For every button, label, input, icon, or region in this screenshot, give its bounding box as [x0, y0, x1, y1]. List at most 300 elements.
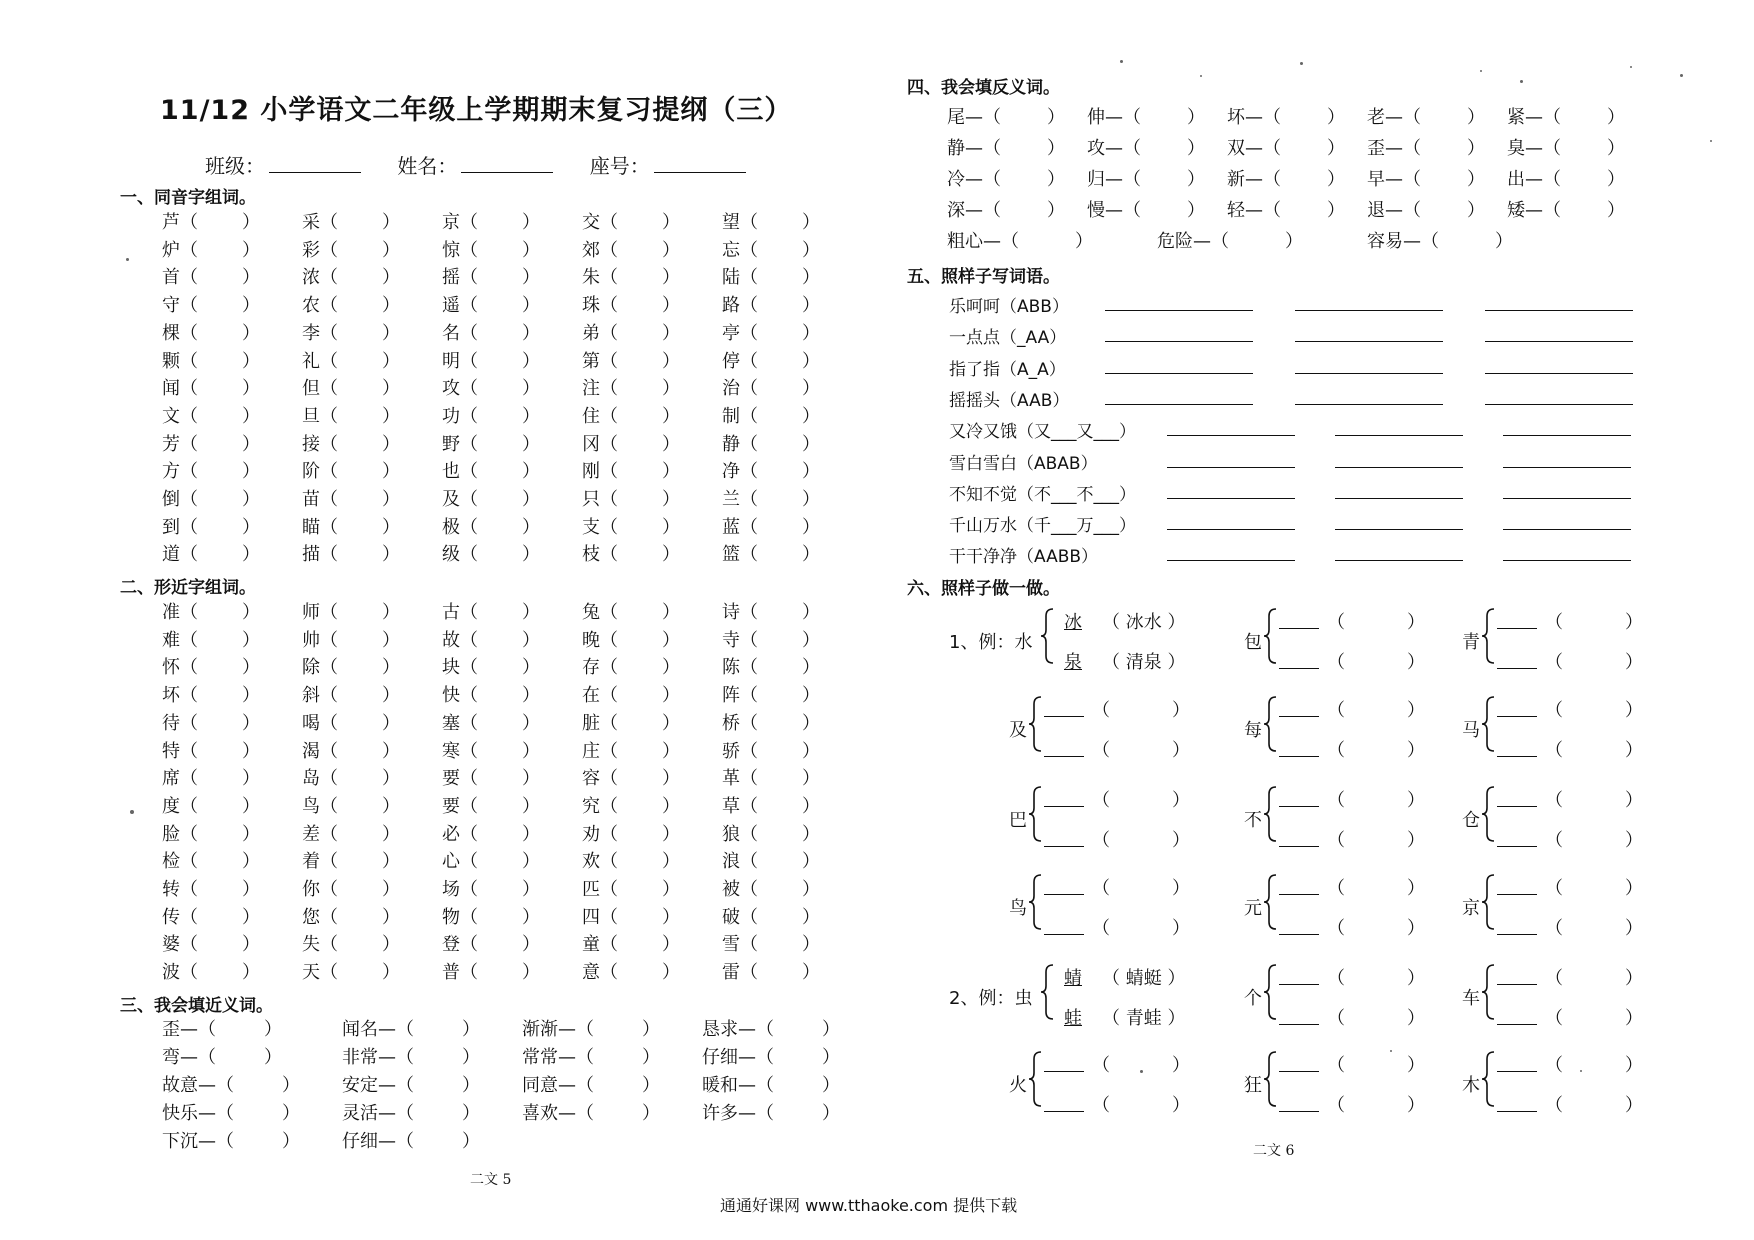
homophone-cell-answer-slot[interactable]: （ ）	[600, 516, 680, 538]
similar-char-cell-char: 块	[442, 657, 460, 679]
homophone-cell-answer-slot[interactable]: （ ）	[180, 322, 260, 344]
homophone-cell-answer-slot[interactable]: （ ）	[740, 433, 820, 455]
homophone-cell-answer-slot[interactable]: （ ）	[320, 239, 400, 261]
similar-char-cell	[162, 709, 260, 735]
word-answer-slot[interactable]: （ ）	[1545, 1095, 1643, 1116]
similar-char-cell-answer-slot[interactable]: （ ）	[460, 879, 540, 900]
homophone-cell-char: 到	[162, 516, 180, 538]
homophone-cell	[162, 540, 260, 566]
synonym-cell-answer-slot[interactable]: （ ）	[396, 1019, 480, 1040]
similar-char-cell-answer-slot[interactable]: （ ）	[740, 906, 820, 928]
homophone-cell-answer-slot[interactable]: （ ）	[740, 212, 820, 233]
synonym-cell-answer-slot[interactable]: （ ）	[576, 1047, 660, 1068]
similar-char-cell-answer-slot[interactable]: （ ）	[460, 768, 540, 790]
similar-char-cell	[302, 958, 400, 984]
synonym-cell-answer-slot[interactable]: （ ）	[216, 1131, 300, 1152]
similar-char-cell-char: 要	[442, 768, 460, 790]
similar-char-cell-answer-slot[interactable]: （ ）	[600, 768, 680, 790]
homophone-cell-answer-slot[interactable]: （ ）	[740, 461, 820, 483]
similar-char-cell-answer-slot[interactable]: （ ）	[600, 906, 680, 928]
pattern-answer-blank[interactable]	[1105, 341, 1253, 342]
char-blank[interactable]	[1279, 934, 1319, 935]
similar-char-cell-answer-slot[interactable]: （ ）	[740, 934, 820, 956]
synonym-cell-answer-slot[interactable]: （ ）	[198, 1019, 282, 1040]
pattern-answer-blank[interactable]	[1295, 404, 1443, 405]
scan-speck	[126, 258, 129, 261]
word-answer-slot[interactable]: （ ）	[1327, 652, 1425, 673]
antonym-cell-answer-slot[interactable]: （ ）	[983, 169, 1065, 190]
homophone-cell-answer-slot[interactable]: （ ）	[460, 322, 540, 344]
similar-char-cell-answer-slot[interactable]: （ ）	[600, 823, 680, 845]
char-blank[interactable]	[1044, 806, 1084, 807]
antonym-cell-answer-slot[interactable]: （ ）	[1543, 169, 1625, 190]
homophone-cell-answer-slot[interactable]: （ ）	[600, 433, 680, 455]
similar-char-cell-char: 寒	[442, 740, 460, 762]
synonym-cell-char: 弯—	[162, 1047, 198, 1068]
synonym-cell-answer-slot[interactable]: （ ）	[576, 1103, 660, 1124]
similar-char-cell-answer-slot[interactable]: （ ）	[740, 962, 820, 984]
pattern-answer-blank[interactable]	[1105, 373, 1253, 374]
char-blank[interactable]	[1279, 668, 1319, 669]
similar-char-cell-answer-slot[interactable]: （ ）	[180, 795, 260, 817]
similar-char-cell-char: 匹	[582, 879, 600, 900]
similar-char-cell-answer-slot[interactable]: （ ）	[600, 740, 680, 762]
antonym-cell-answer-slot[interactable]: （ ）	[1123, 138, 1205, 159]
word-answer-slot[interactable]: （ ）	[1092, 1095, 1190, 1116]
homophone-cell-answer-slot[interactable]: （ ）	[320, 295, 400, 317]
homophone-cell-answer-slot[interactable]: （ ）	[460, 516, 540, 538]
homophone-cell-answer-slot[interactable]: （ ）	[180, 544, 260, 566]
homophone-cell-answer-slot[interactable]: （ ）	[180, 295, 260, 317]
homophone-cell-answer-slot[interactable]: （ ）	[600, 378, 680, 400]
homophone-cell-answer-slot[interactable]: （ ）	[600, 544, 680, 566]
similar-char-cell-answer-slot[interactable]: （ ）	[740, 629, 820, 651]
similar-char-cell-answer-slot[interactable]: （ ）	[460, 712, 540, 734]
homophone-cell-answer-slot[interactable]: （ ）	[460, 405, 540, 427]
homophone-cell-answer-slot[interactable]: （ ）	[180, 405, 260, 427]
homophone-cell-answer-slot[interactable]: （ ）	[180, 267, 260, 289]
homophone-cell-answer-slot[interactable]: （ ）	[740, 239, 820, 261]
antonym-cell-answer-slot[interactable]: （ ）	[1001, 231, 1093, 252]
antonym-cell-answer-slot[interactable]: （ ）	[1403, 107, 1485, 128]
pattern-answer-blank[interactable]	[1335, 467, 1463, 468]
similar-char-cell-answer-slot[interactable]: （ ）	[460, 962, 540, 984]
similar-char-cell-answer-slot[interactable]: （ ）	[600, 962, 680, 984]
homophone-cell-answer-slot[interactable]: （ ）	[740, 405, 820, 427]
pattern-answer-blank[interactable]	[1503, 498, 1631, 499]
pattern-answer-blank[interactable]	[1167, 560, 1295, 561]
homophone-cell-answer-slot[interactable]: （ ）	[740, 544, 820, 566]
similar-char-cell-answer-slot[interactable]: （ ）	[180, 823, 260, 845]
homophone-cell-char: 颗	[162, 350, 180, 372]
char-blank[interactable]	[1497, 806, 1537, 807]
similar-char-cell-answer-slot[interactable]: （ ）	[600, 712, 680, 734]
synonym-cell-answer-slot[interactable]: （ ）	[756, 1019, 840, 1040]
homophone-cell-answer-slot[interactable]: （ ）	[320, 350, 400, 372]
homophone-cell-answer-slot[interactable]: （ ）	[320, 489, 400, 510]
homophone-cell-answer-slot[interactable]: （ ）	[460, 239, 540, 261]
char-blank[interactable]	[1279, 1111, 1319, 1112]
similar-char-cell-answer-slot[interactable]: （ ）	[180, 851, 260, 873]
similar-char-cell-answer-slot[interactable]: （ ）	[180, 657, 260, 679]
word-answer-slot[interactable]: （ ）	[1327, 918, 1425, 939]
pattern-answer-blank[interactable]	[1167, 467, 1295, 468]
scan-speck	[130, 810, 134, 814]
similar-char-cell-answer-slot[interactable]: （ ）	[320, 906, 400, 928]
homophone-cell-answer-slot[interactable]: （ ）	[600, 267, 680, 289]
homophone-cell-answer-slot[interactable]: （ ）	[600, 405, 680, 427]
similar-char-cell-answer-slot[interactable]: （ ）	[460, 823, 540, 845]
similar-char-cell-answer-slot[interactable]: （ ）	[600, 602, 680, 623]
word-answer-slot[interactable]: （ ）	[1545, 740, 1643, 761]
similar-char-cell-answer-slot[interactable]: （ ）	[740, 712, 820, 734]
similar-char-cell-answer-slot[interactable]: （ ）	[320, 602, 400, 623]
char-blank[interactable]	[1044, 894, 1084, 895]
similar-char-cell-answer-slot[interactable]: （ ）	[320, 712, 400, 734]
similar-char-cell	[442, 709, 540, 735]
similar-char-cell-answer-slot[interactable]: （ ）	[460, 906, 540, 928]
similar-char-cell-answer-slot[interactable]: （ ）	[740, 740, 820, 762]
similar-char-cell-answer-slot[interactable]: （ ）	[740, 657, 820, 679]
synonym-cell-answer-slot[interactable]: （ ）	[576, 1075, 660, 1096]
synonym-cell-answer-slot[interactable]: （ ）	[756, 1047, 840, 1068]
homophone-cell	[302, 513, 400, 539]
similar-char-cell-answer-slot[interactable]: （ ）	[320, 629, 400, 651]
similar-char-cell-answer-slot[interactable]: （ ）	[460, 685, 540, 707]
pattern-label: 又冷又饿（又___又___）	[949, 422, 1136, 443]
pattern-answer-blank[interactable]	[1485, 341, 1633, 342]
char-blank[interactable]	[1044, 1111, 1084, 1112]
similar-char-cell-answer-slot[interactable]: （ ）	[600, 795, 680, 817]
synonym-cell-answer-slot[interactable]: （ ）	[216, 1103, 300, 1124]
synonym-cell	[162, 1071, 300, 1097]
homophone-cell-answer-slot[interactable]: （ ）	[740, 295, 820, 317]
antonym-cell-answer-slot[interactable]: （ ）	[1543, 138, 1625, 159]
homophone-cell-answer-slot[interactable]: （ ）	[180, 461, 260, 483]
homophone-cell-answer-slot[interactable]: （ ）	[460, 212, 540, 233]
similar-char-cell-answer-slot[interactable]: （ ）	[320, 768, 400, 790]
homophone-cell-answer-slot[interactable]: （ ）	[320, 212, 400, 233]
char-blank[interactable]	[1044, 934, 1084, 935]
pattern-answer-blank[interactable]	[1485, 404, 1633, 405]
antonym-cell-answer-slot[interactable]: （ ）	[983, 107, 1065, 128]
word-answer-slot[interactable]: （ ）	[1092, 1055, 1190, 1076]
similar-char-cell-answer-slot[interactable]: （ ）	[740, 685, 820, 707]
synonym-cell-answer-slot[interactable]: （ ）	[756, 1103, 840, 1124]
homophone-cell-answer-slot[interactable]: （ ）	[740, 489, 820, 510]
pattern-answer-blank[interactable]	[1295, 373, 1443, 374]
homophone-cell-answer-slot[interactable]: （ ）	[460, 378, 540, 400]
homophone-cell-answer-slot[interactable]: （ ）	[460, 544, 540, 566]
synonym-cell-answer-slot[interactable]: （ ）	[216, 1075, 300, 1096]
antonym-cell-answer-slot[interactable]: （ ）	[1263, 107, 1345, 128]
similar-char-cell-answer-slot[interactable]: （ ）	[320, 934, 400, 956]
homophone-cell-answer-slot[interactable]: （ ）	[180, 350, 260, 372]
char-blank[interactable]	[1279, 716, 1319, 717]
char-blank[interactable]	[1279, 846, 1319, 847]
similar-char-cell-answer-slot[interactable]: （ ）	[320, 823, 400, 845]
char-blank[interactable]	[1279, 628, 1319, 629]
similar-char-cell-answer-slot[interactable]: （ ）	[320, 657, 400, 679]
similar-char-cell-answer-slot[interactable]: （ ）	[740, 795, 820, 817]
char-blank[interactable]	[1497, 1024, 1537, 1025]
synonym-cell-answer-slot[interactable]: （ ）	[396, 1131, 480, 1152]
char-blank[interactable]	[1279, 1024, 1319, 1025]
pattern-answer-blank[interactable]	[1503, 467, 1631, 468]
pattern-answer-blank[interactable]	[1335, 435, 1463, 436]
similar-char-cell-answer-slot[interactable]: （ ）	[460, 629, 540, 651]
similar-char-cell-answer-slot[interactable]: （ ）	[460, 795, 540, 817]
similar-char-cell	[722, 626, 820, 652]
char-blank[interactable]	[1497, 1071, 1537, 1072]
word-answer-slot[interactable]: （ ）	[1327, 700, 1425, 721]
similar-char-cell-answer-slot[interactable]: （ ）	[320, 879, 400, 900]
homophone-cell-answer-slot[interactable]: （ ）	[740, 378, 820, 400]
synonym-cell-answer-slot[interactable]: （ ）	[396, 1103, 480, 1124]
similar-char-cell-answer-slot[interactable]: （ ）	[180, 740, 260, 762]
word-answer-slot[interactable]: （ ）	[1545, 700, 1643, 721]
similar-char-cell-answer-slot[interactable]: （ ）	[600, 685, 680, 707]
char-blank[interactable]	[1044, 1071, 1084, 1072]
homophone-cell-answer-slot[interactable]: （ ）	[600, 295, 680, 317]
char-blank[interactable]	[1497, 756, 1537, 757]
homophone-cell-answer-slot[interactable]: （ ）	[320, 405, 400, 427]
homophone-cell-answer-slot[interactable]: （ ）	[600, 212, 680, 233]
antonym-cell-answer-slot[interactable]: （ ）	[1543, 107, 1625, 128]
antonym-cell-answer-slot[interactable]: （ ）	[1403, 169, 1485, 190]
homophone-cell-answer-slot[interactable]: （ ）	[460, 489, 540, 510]
similar-char-cell-answer-slot[interactable]: （ ）	[740, 602, 820, 623]
similar-char-cell-answer-slot[interactable]: （ ）	[600, 629, 680, 651]
homophone-cell-answer-slot[interactable]: （ ）	[320, 516, 400, 538]
char-blank[interactable]	[1497, 984, 1537, 985]
antonym-cell-answer-slot[interactable]: （ ）	[983, 200, 1065, 221]
char-blank[interactable]	[1497, 846, 1537, 847]
homophone-cell-answer-slot[interactable]: （ ）	[460, 350, 540, 372]
similar-char-cell-answer-slot[interactable]: （ ）	[600, 657, 680, 679]
synonym-cell-char: 渐渐—	[522, 1019, 576, 1040]
similar-char-cell-answer-slot[interactable]: （ ）	[740, 879, 820, 900]
antonym-cell-answer-slot[interactable]: （ ）	[1123, 107, 1205, 128]
similar-char-cell-answer-slot[interactable]: （ ）	[320, 740, 400, 762]
homophone-cell-answer-slot[interactable]: （ ）	[180, 239, 260, 261]
char-blank[interactable]	[1279, 894, 1319, 895]
homophone-cell	[442, 430, 540, 456]
antonym-cell-answer-slot[interactable]: （ ）	[1123, 200, 1205, 221]
antonym-cell-answer-slot[interactable]: （ ）	[1421, 231, 1513, 252]
homophone-cell-answer-slot[interactable]: （ ）	[180, 516, 260, 538]
homophone-cell-answer-slot[interactable]: （ ）	[460, 295, 540, 317]
antonym-cell-answer-slot[interactable]: （ ）	[1211, 231, 1303, 252]
similar-char-cell-answer-slot[interactable]: （ ）	[460, 657, 540, 679]
antonym-cell-answer-slot[interactable]: （ ）	[1543, 200, 1625, 221]
pattern-answer-blank[interactable]	[1335, 560, 1463, 561]
similar-char-cell-answer-slot[interactable]: （ ）	[320, 795, 400, 817]
char-blank[interactable]	[1497, 628, 1537, 629]
antonym-cell-answer-slot[interactable]: （ ）	[1403, 138, 1485, 159]
word-answer-slot[interactable]: （ ）	[1092, 740, 1190, 761]
word-answer-slot[interactable]: （ ）	[1327, 968, 1425, 989]
similar-char-cell	[442, 930, 540, 956]
synonym-cell-answer-slot[interactable]: （ ）	[576, 1019, 660, 1040]
word-answer-slot[interactable]: （ ）	[1327, 612, 1425, 633]
pattern-answer-blank[interactable]	[1105, 404, 1253, 405]
similar-char-cell-answer-slot[interactable]: （ ）	[180, 768, 260, 790]
homophone-cell-answer-slot[interactable]: （ ）	[320, 544, 400, 566]
similar-char-cell-answer-slot[interactable]: （ ）	[600, 879, 680, 900]
pattern-answer-blank[interactable]	[1485, 373, 1633, 374]
word-answer-slot[interactable]: （ ）	[1545, 918, 1643, 939]
word-answer-slot[interactable]: （ ）	[1545, 612, 1643, 633]
similar-char-cell-char: 婆	[162, 934, 180, 956]
word-answer-slot[interactable]: （ ）	[1092, 790, 1190, 811]
char-blank[interactable]	[1497, 716, 1537, 717]
char-blank[interactable]	[1497, 894, 1537, 895]
homophone-cell-answer-slot[interactable]: （ ）	[320, 378, 400, 400]
homophone-cell-answer-slot[interactable]: （ ）	[460, 267, 540, 289]
homophone-cell-answer-slot[interactable]: （ ）	[600, 350, 680, 372]
similar-char-cell-answer-slot[interactable]: （ ）	[180, 685, 260, 707]
homophone-cell-char: 篮	[722, 544, 740, 566]
pattern-answer-blank[interactable]	[1295, 310, 1443, 311]
pattern-answer-blank[interactable]	[1167, 529, 1295, 530]
homophone-cell-answer-slot[interactable]: （ ）	[460, 461, 540, 483]
similar-char-cell-answer-slot[interactable]: （ ）	[180, 906, 260, 928]
pattern-answer-blank[interactable]	[1485, 310, 1633, 311]
similar-char-cell-answer-slot[interactable]: （ ）	[740, 851, 820, 873]
char-blank[interactable]	[1279, 806, 1319, 807]
similar-char-cell-answer-slot[interactable]: （ ）	[600, 934, 680, 956]
homophone-cell-answer-slot[interactable]: （ ）	[600, 461, 680, 483]
similar-char-cell-answer-slot[interactable]: （ ）	[180, 602, 260, 623]
word-answer-slot[interactable]: （ ）	[1545, 830, 1643, 851]
pattern-answer-blank[interactable]	[1503, 560, 1631, 561]
word-answer-slot[interactable]: （ ）	[1327, 1008, 1425, 1029]
word-answer-slot[interactable]: （ ）	[1092, 878, 1190, 899]
homophone-cell-answer-slot[interactable]: （ ）	[740, 516, 820, 538]
char-blank[interactable]	[1279, 1071, 1319, 1072]
pattern-answer-blank[interactable]	[1167, 435, 1295, 436]
similar-char-cell-answer-slot[interactable]: （ ）	[180, 879, 260, 900]
word-answer-slot[interactable]: （ ）	[1092, 918, 1190, 939]
homophone-cell-answer-slot[interactable]: （ ）	[180, 212, 260, 233]
homophone-cell-char: 首	[162, 267, 180, 289]
homophone-cell-answer-slot[interactable]: （ ）	[740, 322, 820, 344]
char-blank[interactable]	[1497, 668, 1537, 669]
similar-char-cell-answer-slot[interactable]: （ ）	[180, 629, 260, 651]
homophone-cell-answer-slot[interactable]: （ ）	[740, 267, 820, 289]
antonym-cell-answer-slot[interactable]: （ ）	[1263, 169, 1345, 190]
pattern-answer-blank[interactable]	[1503, 435, 1631, 436]
group-char: 火	[1009, 1075, 1027, 1096]
pattern-answer-blank[interactable]	[1335, 529, 1463, 530]
word-answer-slot[interactable]: （ ）	[1545, 968, 1643, 989]
similar-char-cell-answer-slot[interactable]: （ ）	[180, 934, 260, 956]
char-blank[interactable]	[1279, 984, 1319, 985]
char-blank[interactable]	[1497, 1111, 1537, 1112]
word-answer-slot[interactable]: （ ）	[1545, 790, 1643, 811]
similar-char-cell-answer-slot[interactable]: （ ）	[460, 602, 540, 623]
scan-speck	[1630, 66, 1632, 68]
word-answer-slot[interactable]: （ ）	[1092, 830, 1190, 851]
char-blank[interactable]	[1279, 756, 1319, 757]
antonym-cell-answer-slot[interactable]: （ ）	[983, 138, 1065, 159]
similar-char-cell-answer-slot[interactable]: （ ）	[740, 768, 820, 790]
similar-char-cell-answer-slot[interactable]: （ ）	[600, 851, 680, 873]
homophone-cell-answer-slot[interactable]: （ ）	[600, 489, 680, 510]
similar-char-cell-answer-slot[interactable]: （ ）	[320, 962, 400, 984]
synonym-cell-char: 喜欢—	[522, 1103, 576, 1124]
word-answer-slot[interactable]: （ ）	[1327, 878, 1425, 899]
synonym-cell-answer-slot[interactable]: （ ）	[756, 1075, 840, 1096]
antonym-cell-answer-slot[interactable]: （ ）	[1263, 138, 1345, 159]
pattern-answer-blank[interactable]	[1335, 498, 1463, 499]
similar-char-cell-answer-slot[interactable]: （ ）	[180, 712, 260, 734]
homophone-cell-answer-slot[interactable]: （ ）	[740, 350, 820, 372]
homophone-cell-answer-slot[interactable]: （ ）	[320, 461, 400, 483]
word-answer-slot[interactable]: （ ）	[1327, 790, 1425, 811]
homophone-cell-answer-slot[interactable]: （ ）	[180, 433, 260, 455]
word-answer-slot[interactable]: （ ）	[1327, 830, 1425, 851]
similar-char-cell-answer-slot[interactable]: （ ）	[460, 740, 540, 762]
homophone-cell-answer-slot[interactable]: （ ）	[320, 322, 400, 344]
homophone-cell	[442, 540, 540, 566]
word-answer-slot[interactable]: （ ）	[1327, 1055, 1425, 1076]
homophone-cell-answer-slot[interactable]: （ ）	[320, 433, 400, 455]
similar-char-cell-answer-slot[interactable]: （ ）	[320, 685, 400, 707]
similar-char-cell-answer-slot[interactable]: （ ）	[460, 851, 540, 873]
pattern-answer-blank[interactable]	[1295, 341, 1443, 342]
homophone-cell-char: 蓝	[722, 516, 740, 538]
similar-char-cell-char: 失	[302, 934, 320, 956]
word-answer-slot[interactable]: （ ）	[1545, 878, 1643, 899]
pattern-answer-blank[interactable]	[1167, 498, 1295, 499]
antonym-cell-answer-slot[interactable]: （ ）	[1403, 200, 1485, 221]
homophone-cell-answer-slot[interactable]: （ ）	[180, 489, 260, 510]
char-blank[interactable]	[1044, 756, 1084, 757]
homophone-cell-answer-slot[interactable]: （ ）	[460, 433, 540, 455]
similar-char-cell-answer-slot[interactable]: （ ）	[740, 823, 820, 845]
similar-char-cell-answer-slot[interactable]: （ ）	[460, 934, 540, 956]
word-answer-slot[interactable]: （ ）	[1092, 700, 1190, 721]
char-blank[interactable]	[1044, 846, 1084, 847]
homophone-cell-char: 路	[722, 295, 740, 317]
antonym-cell-answer-slot[interactable]: （ ）	[1263, 200, 1345, 221]
synonym-cell-answer-slot[interactable]: （ ）	[396, 1047, 480, 1068]
homophone-cell-answer-slot[interactable]: （ ）	[180, 378, 260, 400]
homophone-cell-answer-slot[interactable]: （ ）	[320, 267, 400, 289]
char-blank[interactable]	[1044, 716, 1084, 717]
word-answer-slot[interactable]: （ ）	[1327, 740, 1425, 761]
antonym-cell-answer-slot[interactable]: （ ）	[1123, 169, 1205, 190]
char-blank[interactable]	[1497, 934, 1537, 935]
synonym-cell-answer-slot[interactable]: （ ）	[198, 1047, 282, 1068]
word-answer-slot[interactable]: （ ）	[1545, 1008, 1643, 1029]
pattern-answer-blank[interactable]	[1105, 310, 1253, 311]
homophone-cell-answer-slot[interactable]: （ ）	[600, 239, 680, 261]
homophone-cell-answer-slot[interactable]: （ ）	[600, 322, 680, 344]
pattern-answer-blank[interactable]	[1503, 529, 1631, 530]
synonym-cell-answer-slot[interactable]: （ ）	[396, 1075, 480, 1096]
word-answer-slot[interactable]: （ ）	[1327, 1095, 1425, 1116]
similar-char-cell-answer-slot[interactable]: （ ）	[180, 962, 260, 984]
similar-char-cell	[302, 875, 400, 901]
word-answer-slot[interactable]: （ ）	[1545, 652, 1643, 673]
similar-char-cell-char: 革	[722, 768, 740, 790]
word-answer-slot[interactable]: （ ）	[1545, 1055, 1643, 1076]
homophone-cell-char: 忘	[722, 239, 740, 261]
similar-char-cell-answer-slot[interactable]: （ ）	[320, 851, 400, 873]
